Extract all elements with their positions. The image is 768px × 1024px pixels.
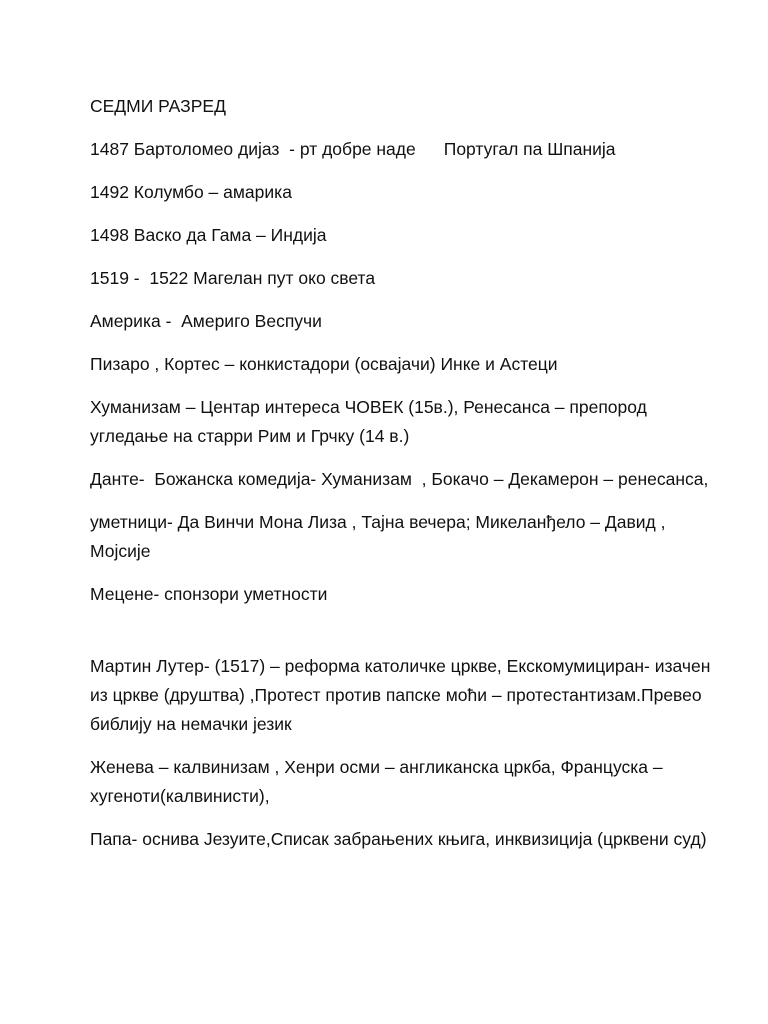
paragraph-magellan: 1519 - 1522 Магелан пут око света — [90, 268, 376, 288]
paragraph-columbus: 1492 Колумбо – амарика — [90, 182, 292, 202]
paragraph-calvinism: Женева – калвинизам , Хенри осми – англиканска цркба, Француска – хугеноти(калвинисти), — [90, 757, 668, 806]
paragraph-dias-countries: Португал па Шпанија — [443, 139, 616, 159]
paragraph-jesuits: Папа- оснива Језуите,Списак забрањених књига, инквизиција (црквени суд) — [90, 829, 707, 849]
paragraph-luther: Мартин Лутер- (1517) – реформа католичке цркве, Екскомумициран- изачен из цркве (друштва) ,Протест против папске моћи – протестантизам.Превео библију на немачки језик — [90, 656, 716, 734]
paragraph-artists: уметници- Да Винчи Мона Лиза , Тајна вечера; Микеланђело – Давид , Мојсије — [90, 512, 671, 561]
paragraph-amerigo: Америка - Америго Веспучи — [90, 311, 322, 331]
document-page — [90, 92, 720, 868]
paragraph-patrons: Мецене- спонзори уметности — [90, 584, 328, 604]
paragraph-dias — [90, 135, 720, 164]
paragraph-humanism: Хуманизам – Центар интереса ЧОВЕК (15в.), Ренесанса – препород угледање на старри Рим и Грчку (14 в.) — [90, 397, 652, 446]
paragraph-dias-text: 1487 Бартоломео дијаз - рт добре наде — [90, 139, 416, 159]
paragraph-vasco-da-gama: 1498 Васко да Гама – Индија — [90, 225, 327, 245]
paragraph-conquistadors: Пизаро , Кортес – конкистадори (освајачи) Инке и Астеци — [90, 354, 558, 374]
paragraph-dante: Данте- Божанска комедија- Хуманизам , Бокачо – Декамерон – ренесанса, — [90, 469, 709, 489]
document-title: СЕДМИ РАЗРЕД — [90, 96, 226, 116]
